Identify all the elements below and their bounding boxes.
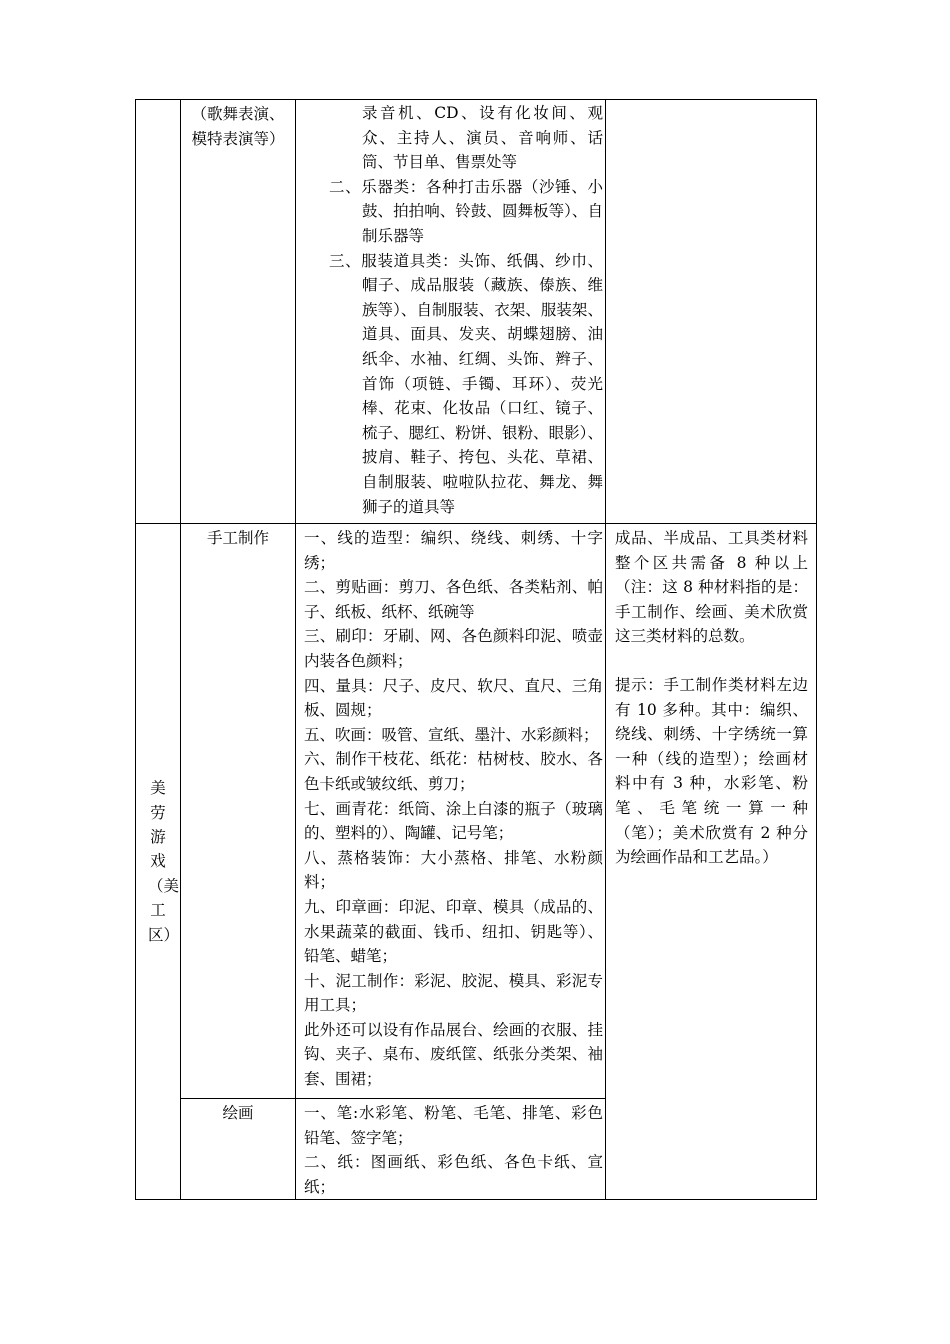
- materials-cell: [296, 1099, 606, 1200]
- paragraph-gap: [615, 649, 808, 673]
- subcategory-painting: 绘画: [222, 1104, 254, 1122]
- list-item: 四、量具：尺子、皮尺、软尺、直尺、三角板、圆规；: [304, 676, 603, 720]
- list-item: 十、泥工制作：彩泥、胶泥、模具、彩泥专用工具；: [304, 971, 603, 1015]
- list-item: 三、服装道具类：头饰、纸偶、纱巾、帽子、成品服装（藏族、傣族、维族等）、自制服装、衣架、服装架、道具、面具、发夹、胡蝶翅膀、油纸伞、水袖、红绸、头饰、辫子、首饰（项链、手镯、耳环）、荧光棒、花束、化妆品（口红、镜子、梳子、腮红、粉饼、银粉、眼影）、披肩、鞋子、挎包、头花、草裙、自制服装、啦啦队拉花、舞龙、舞狮子的道具等: [329, 251, 603, 516]
- subcategory-cell: [181, 524, 296, 1099]
- category-art-corner: 美劳游戏（美工区）: [148, 779, 180, 944]
- notes-cell: [606, 524, 817, 1200]
- materials-painting: [296, 1099, 605, 1199]
- materials-handcraft: [296, 524, 605, 1092]
- list-item: 五、吹画：吸管、宣纸、墨汁、水彩颜料；: [304, 725, 599, 744]
- list-item: 一、笔:水彩笔、粉笔、毛笔、排笔、彩色铅笔、签字笔；: [304, 1104, 603, 1147]
- materials-table: [135, 99, 817, 1200]
- notes-art: [606, 524, 816, 870]
- subcategory-cell: [181, 1099, 296, 1200]
- subcategory-cell: [181, 100, 296, 524]
- list-item: 九、印章画：印泥、印章、模具（成品的、水果蔬菜的截面、钱币、纽扣、钥匙等）、铅笔、蜡笔；: [304, 897, 603, 966]
- materials-cell: [296, 524, 606, 1099]
- list-item: 二、剪贴画：剪刀、各色纸、各类粘剂、帕子、纸板、纸杯、纸碗等: [304, 578, 603, 621]
- list-item: 此外还可以设有作品展台、绘画的衣服、挂钩、夹子、桌布、废纸筐、纸张分类架、袖套、围裙；: [304, 1020, 603, 1089]
- list-item: 六、制作干枝花、纸花：枯树枝、胶水、各色卡纸或皱纹纸、剪刀；: [304, 750, 603, 793]
- category-cell-empty: [136, 100, 181, 524]
- subcategory-handcraft: 手工制作: [206, 529, 269, 547]
- table-row-performance: [136, 100, 817, 524]
- list-item: 录音机、CD、设有化妆间、观众、主持人、演员、音响师、话筒、节目单、售票处等: [362, 104, 603, 172]
- table-row-handcraft: [136, 524, 817, 1099]
- category-cell: [136, 524, 181, 1200]
- subcategory-performance: （歌舞表演、模特表演等）: [191, 105, 285, 148]
- list-item: 一、线的造型：编织、绕线、刺绣、十字绣；: [304, 529, 603, 572]
- materials-cell: [296, 100, 606, 524]
- note-paragraph: 提示：手工制作类材料左边有 10 多种。其中：编织、绕线、刺绣、十字绣统一算一种（线的造型）；绘画材料中有 3 种，水彩笔、粉笔、毛笔统一算一种（笔）；美术欣赏有 2 种分为绘画作品和工艺品。）: [615, 675, 808, 867]
- list-item: 二、乐器类：各种打击乐器（沙锤、小鼓、拍拍响、铃鼓、圆舞板等）、自制乐器等: [329, 177, 603, 245]
- list-item: 二、纸：图画纸、彩色纸、各色卡纸、宣纸；: [304, 1153, 603, 1196]
- list-item: 三、刷印：牙刷、网、各色颜料印泥、喷壶内装各色颜料；: [304, 627, 603, 670]
- notes-cell-empty: [606, 100, 817, 524]
- note-paragraph: 成品、半成品、工具类材料整个区共需备 8 种以上（注：这 8 种材料指的是：手工制作、绘画、美术欣赏这三类材料的总数。: [615, 529, 808, 646]
- list-item: 八、蒸格装饰：大小蒸格、排笔、水粉颜料；: [304, 848, 603, 892]
- list-item: 七、画青花：纸筒、涂上白漆的瓶子（玻璃的、塑料的）、陶罐、记号笔；: [304, 799, 603, 843]
- materials-performance: [296, 100, 605, 519]
